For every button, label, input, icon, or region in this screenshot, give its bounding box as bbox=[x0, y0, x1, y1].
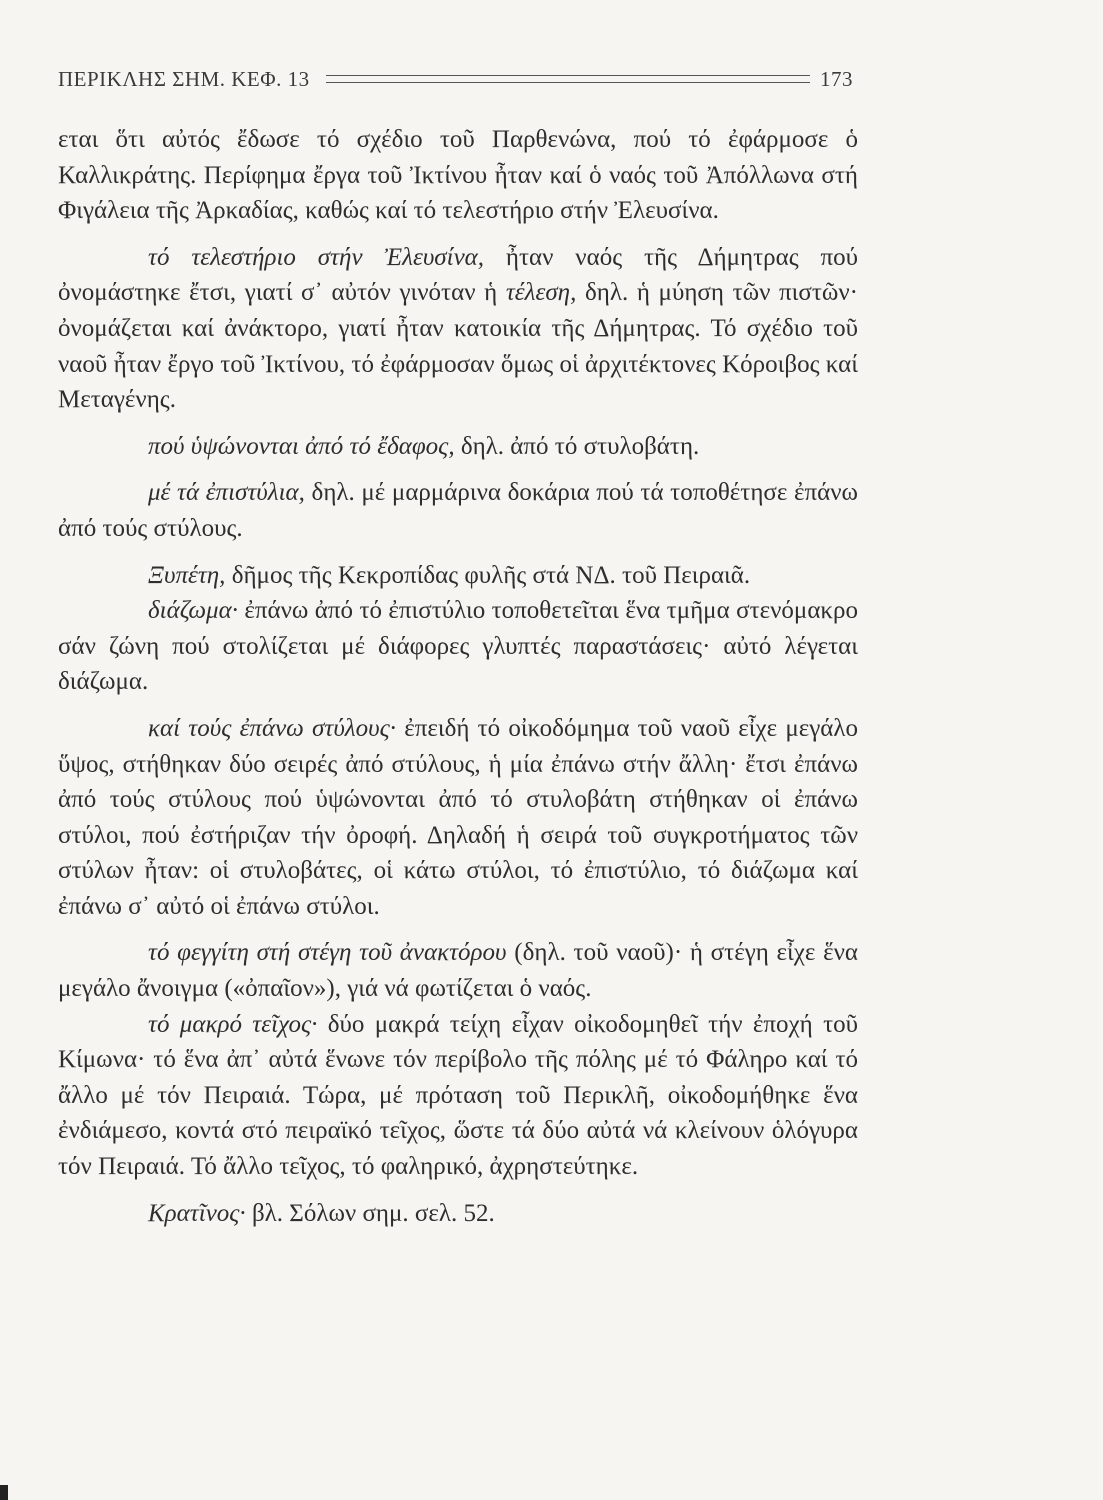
scan-edge-shadow bbox=[0, 1485, 8, 1500]
note-kratinos: Κρατῖνος· βλ. Σόλων σημ. σελ. 52. bbox=[148, 1199, 495, 1227]
note-lemma: μέ τά ἐπιστύλια, bbox=[148, 479, 305, 507]
note-fengitis: τό φεγγίτη στή στέγη τοῦ ἀνακτόρου (δηλ. τοῦ ναοῦ)· ἡ στέγη εἶχε ἕνα μεγάλο ἄνοιγμα («ὀπαῖον»), γιά νά φωτίζεται ὁ ναός. bbox=[58, 939, 859, 1003]
note-lemma: τό μακρό τεῖχος· bbox=[148, 1010, 318, 1038]
notes-text bbox=[58, 122, 858, 1231]
note-lemma: τό τελεστήριο στήν Ἐλευσίνα, bbox=[148, 243, 485, 271]
note-lemma: πού ὑψώνονται ἀπό τό ἔδαφος, bbox=[148, 432, 455, 460]
note-diazoma: διάζωμα· ἐπάνω ἀπό τό ἐπιστύλιο τοποθετεῖται ἕνα τμῆμα στενόμακρο σάν ζώνη πού στολίζεται μέ διάφορες γλυπτές παραστάσεις· αὐτό λέγεται διάζωμα. bbox=[58, 597, 858, 696]
note-lemma: τό φεγγίτη στή στέγη τοῦ ἀνακτόρου bbox=[148, 939, 507, 967]
note-lemma: τέλεση, bbox=[505, 279, 577, 307]
note-epano-styloi: καί τούς ἐπάνω στύλους· ἐπειδή τό οἰκοδόμημα τοῦ ναοῦ εἶχε μεγάλο ὕψος, στήθηκαν δύο σειρές ἀπό στύλους, ἡ μία ἐπάνω στήν ἄλλη· ἔτσι ἐπάνω ἀπό τούς στύλους πού ὑψώνονται ἀπό τό στυλοβάτη στήθηκαν οἱ ἐπάνω στύλοι, πού ἐστήριζαν τήν ὀροφή. Δηλαδή ἡ σειρά τοῦ συγκροτήματος τῶν στύλων ἦταν: οἱ στυλοβάτες, οἱ κάτω στύλοι, τό ἐπιστύλιο, τό διάζωμα καί ἐπάνω σ᾽ αὐτό οἱ ἐπάνω στύλοι. bbox=[58, 714, 859, 920]
note-edafos: πού ὑψώνονται ἀπό τό ἔδαφος, δηλ. ἀπό τό στυλοβάτη. bbox=[148, 432, 700, 460]
header-title: ΠΕΡΙΚΛΗΣ ΣΗΜ. ΚΕΦ. 13 bbox=[58, 66, 310, 91]
note-continuation: εται ὅτι αὐτός ἔδωσε τό σχέδιο τοῦ Παρθενώνα, πού τό ἐφάρμοσε ὁ Καλλικράτης. Περίφημα ἔργα τοῦ Ἰκτίνου ἦταν καί ὁ ναός τοῦ Ἀπόλλωνα στή Φιγάλεια τῆς Ἀρκαδίας, καθώς καί τό τελεστήριο στήν Ἐλευσίνα. bbox=[58, 126, 858, 225]
note-lemma: καί τούς ἐπάνω στύλους· bbox=[148, 714, 396, 742]
header-double-rule bbox=[326, 75, 810, 83]
note-telesterio: τό τελεστήριο στήν Ἐλευσίνα, ἦταν ναός τῆς Δήμητρας πού ὀνομάστηκε ἔτσι, γιατί σ᾽ αὐτόν γινόταν ἡ τέλεση, δηλ. ἡ μύηση τῶν πιστῶν· ὀνομάζεται καί ἀνάκτορο, γιατί ἦταν κατοικία τῆς Δήμητρας. Τό σχέδιο τοῦ ναοῦ ἦταν ἔργο τοῦ Ἰκτίνου, τό ἐφάρμοσαν ὅμως οἱ ἀρχιτέκτονες Κόροιβος καί Μεταγένης. bbox=[58, 243, 858, 414]
note-lemma: Κρατῖνος· bbox=[148, 1199, 246, 1227]
note-xypeti: Ξυπέτη, δῆμος τῆς Κεκροπίδας φυλῆς στά ΝΔ. τοῦ Πειραιᾶ. bbox=[148, 561, 751, 589]
note-epistylia: μέ τά ἐπιστύλια, δηλ. μέ μαρμάρινα δοκάρια πού τά τοποθέτησε ἐπάνω ἀπό τούς στύλους. bbox=[58, 479, 858, 542]
note-lemma: Ξυπέτη, bbox=[148, 561, 226, 589]
page-number: 173 bbox=[820, 66, 853, 91]
note-makro-teichos: τό μακρό τεῖχος· δύο μακρά τείχη εἶχαν οἰκοδομηθεῖ τήν ἐποχή τοῦ Κίμωνα· τό ἕνα ἀπ᾽ αὐτά ἕνωνε τόν περίβολο τῆς πόλης μέ τό Φάληρο καί τό ἄλλο μέ τόν Πειραιά. Τώρα, μέ πρόταση τοῦ Περικλῆ, οἰκοδομήθηκε ἕνα ἐνδιάμεσο, κοντά στό πειραϊκό τεῖχος, ὥστε τά δύο αὐτά νά κλείνουν ὁλόγυρα τόν Πειραιά. Τό ἄλλο τεῖχος, τό φαληρικό, ἀχρηστεύτηκε. bbox=[58, 1010, 858, 1181]
note-lemma: διάζωμα· bbox=[148, 597, 238, 625]
running-header bbox=[58, 62, 853, 96]
